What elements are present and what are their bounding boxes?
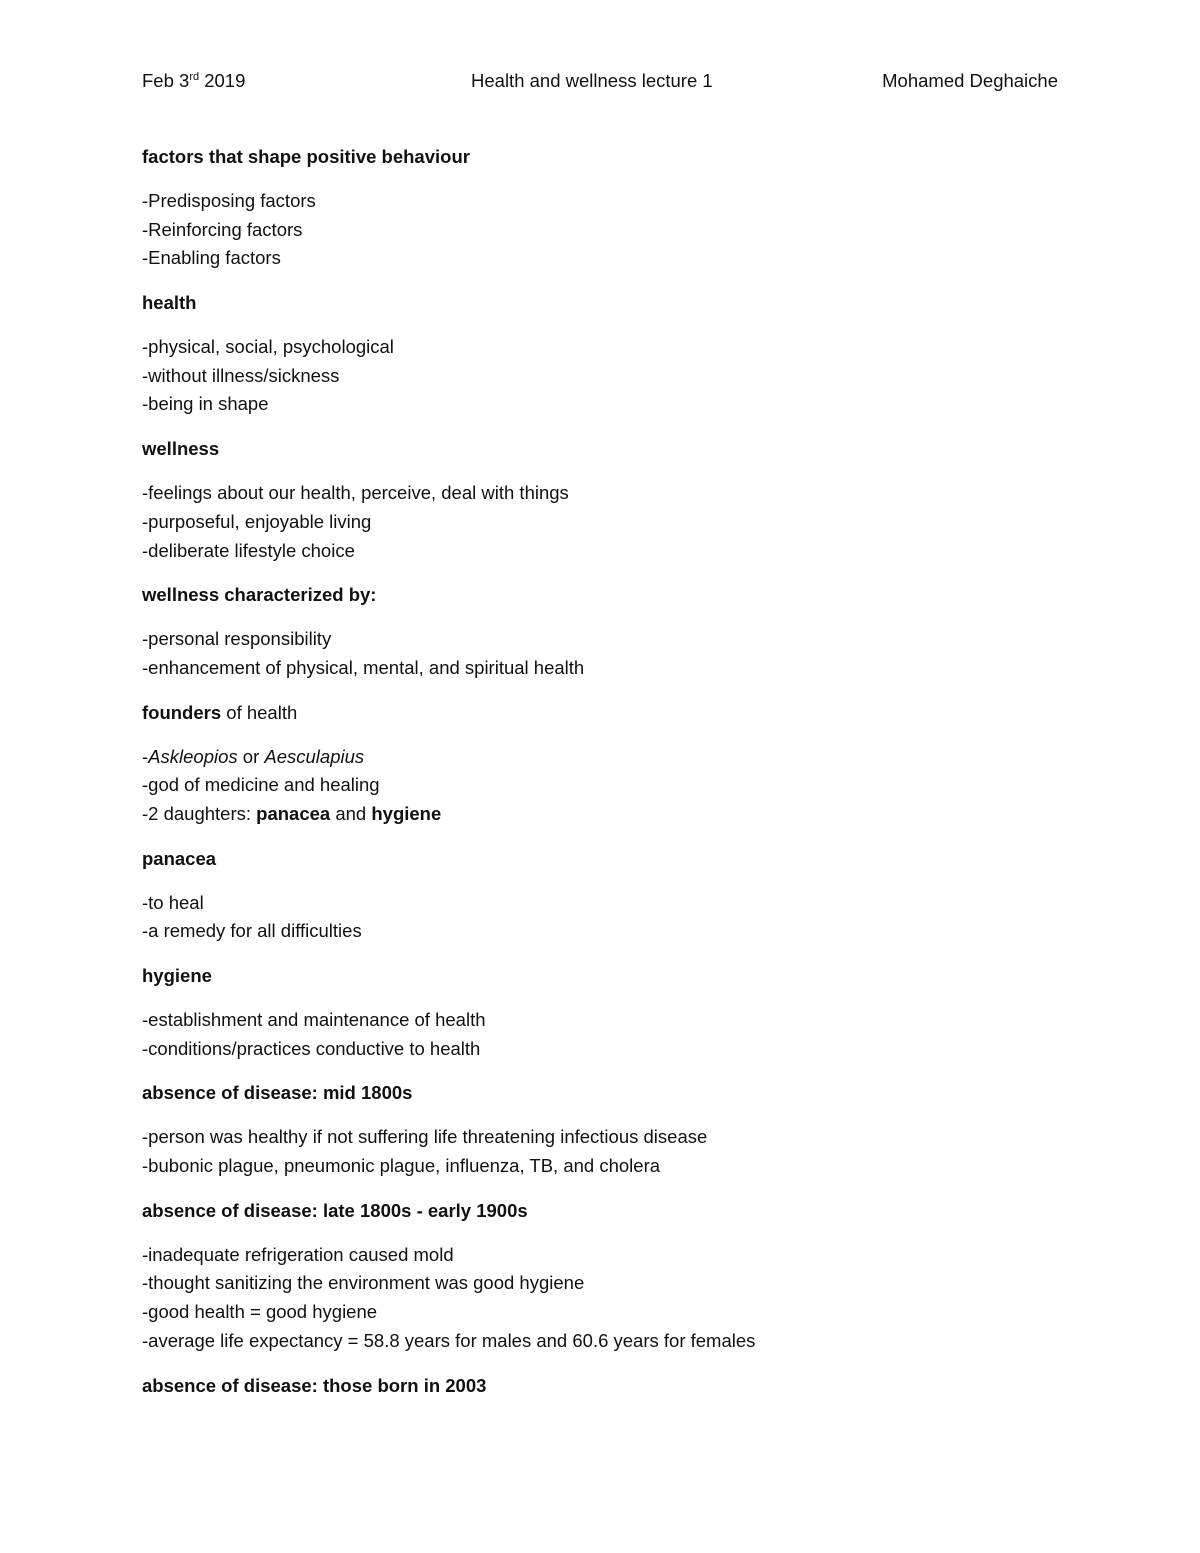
list-item: -2 daughters: panacea and hygiene — [142, 802, 442, 824]
section-heading: absence of disease: those born in 2003 — [142, 1374, 487, 1396]
section-heading: absence of disease: late 1800s - early 1900s — [142, 1199, 528, 1221]
list-item: -conditions/practices conductive to health — [142, 1037, 481, 1059]
section-wellness-characterized — [142, 581, 1062, 682]
list-item: -being in shape — [142, 393, 269, 415]
section-born-2003 — [142, 1372, 1062, 1400]
list-item: -Predisposing factors — [142, 190, 316, 211]
list-item: -to heal — [142, 891, 204, 913]
section-late-1800s — [142, 1197, 1062, 1356]
list-item: -feelings about our health, perceive, deal with things — [142, 482, 569, 504]
list-item: -good health = good hygiene — [142, 1301, 378, 1323]
list-item: -thought sanitizing the environment was good hygiene — [142, 1272, 585, 1294]
section-heading: wellness — [142, 438, 220, 460]
header-date-year: 2019 — [199, 70, 246, 91]
section-heading: absence of disease: mid 1800s — [142, 1082, 413, 1104]
header-date — [142, 70, 245, 92]
section-wellness — [142, 435, 1062, 565]
section-heading: panacea — [142, 847, 217, 869]
list-item: -Askleopios or Aesculapius — [142, 745, 365, 767]
section-panacea — [142, 845, 1062, 946]
list-item: -enhancement of physical, mental, and spiritual health — [142, 656, 585, 678]
section-mid-1800s — [142, 1079, 1062, 1180]
list-item: -without illness/sickness — [142, 364, 340, 386]
header-date-day: Feb 3 — [142, 70, 190, 91]
lecture-notes — [142, 143, 1062, 1416]
section-founders — [142, 699, 1062, 829]
list-item: -establishment and maintenance of health — [142, 1009, 486, 1030]
section-health — [142, 289, 1062, 419]
section-heading: founders of health — [142, 701, 298, 723]
list-item: -god of medicine and healing — [142, 774, 380, 796]
list-item: -a remedy for all difficulties — [142, 920, 362, 942]
list-item: -Reinforcing factors — [142, 218, 303, 240]
list-item: -Enabling factors — [142, 247, 281, 269]
list-item: -personal responsibility — [142, 628, 332, 650]
list-item: -person was healthy if not suffering life threatening infectious disease — [142, 1126, 708, 1148]
section-heading: factors that shape positive behaviour — [142, 146, 470, 167]
section-heading: wellness characterized by: — [142, 584, 377, 606]
list-item: -inadequate refrigeration caused mold — [142, 1243, 454, 1265]
section-heading: health — [142, 292, 197, 314]
section-hygiene — [142, 962, 1062, 1063]
list-item: -bubonic plague, pneumonic plague, influenza, TB, and cholera — [142, 1155, 661, 1177]
list-item: -deliberate lifestyle choice — [142, 539, 355, 561]
page-header — [142, 70, 1058, 100]
list-item: -physical, social, psychological — [142, 336, 394, 358]
list-item: -average life expectancy = 58.8 years for males and 60.6 years for females — [142, 1329, 756, 1351]
section-behaviour-factors — [142, 143, 1062, 273]
header-title: Health and wellness lecture 1 — [471, 70, 713, 91]
list-item: -purposeful, enjoyable living — [142, 510, 372, 532]
section-heading: hygiene — [142, 965, 212, 986]
header-author: Mohamed Deghaiche — [882, 70, 1058, 91]
header-date-suffix: rd — [189, 70, 200, 83]
